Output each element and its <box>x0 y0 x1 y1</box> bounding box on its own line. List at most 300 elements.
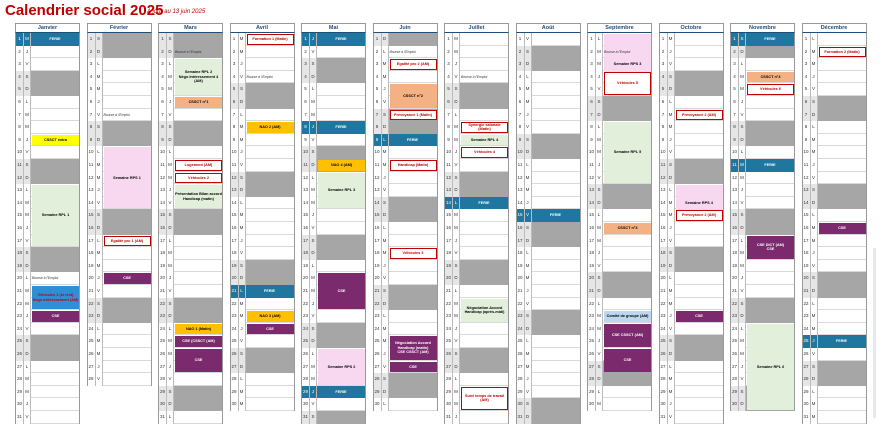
day-row[interactable] <box>373 310 438 323</box>
day-row[interactable] <box>516 172 581 185</box>
day-cell[interactable] <box>246 373 295 386</box>
calendar-event[interactable]: Egalité pro 1 (AM) <box>104 236 151 247</box>
calendar-event[interactable]: Semaine RPS 3 <box>604 34 651 95</box>
day-cell[interactable] <box>675 348 724 361</box>
day-row[interactable] <box>587 285 652 298</box>
day-row[interactable] <box>15 33 80 46</box>
day-row[interactable] <box>659 361 724 374</box>
day-cell[interactable]: FERIE <box>317 33 366 46</box>
day-cell[interactable] <box>460 33 509 46</box>
day-cell[interactable] <box>389 285 438 298</box>
day-row[interactable] <box>444 109 509 122</box>
day-cell[interactable] <box>460 260 509 273</box>
calendar-event[interactable]: CSE <box>247 324 294 335</box>
day-row[interactable] <box>158 411 223 424</box>
day-row[interactable] <box>444 96 509 109</box>
day-row[interactable] <box>301 398 366 411</box>
day-row[interactable] <box>158 285 223 298</box>
day-cell[interactable] <box>389 386 438 399</box>
day-cell[interactable] <box>532 361 581 374</box>
day-cell[interactable]: FERIE <box>818 335 867 348</box>
day-row[interactable] <box>373 121 438 134</box>
day-cell[interactable] <box>103 310 152 323</box>
day-row[interactable] <box>230 260 295 273</box>
day-row[interactable] <box>87 58 152 71</box>
day-cell[interactable] <box>31 172 80 185</box>
day-row[interactable] <box>802 298 867 311</box>
day-cell[interactable] <box>389 209 438 222</box>
day-row[interactable] <box>87 310 152 323</box>
day-cell[interactable] <box>603 285 652 298</box>
day-cell[interactable] <box>675 386 724 399</box>
day-row[interactable] <box>516 411 581 424</box>
calendar-event[interactable]: Présentation Bilan accord Handicap (matin) <box>175 185 222 208</box>
day-row[interactable] <box>301 411 366 424</box>
day-row[interactable] <box>802 272 867 285</box>
day-row[interactable] <box>802 310 867 323</box>
day-cell[interactable] <box>103 96 152 109</box>
day-row[interactable] <box>444 184 509 197</box>
day-cell[interactable] <box>389 310 438 323</box>
day-cell[interactable] <box>317 71 366 84</box>
day-cell[interactable] <box>317 58 366 71</box>
day-row[interactable] <box>659 386 724 399</box>
day-row[interactable] <box>516 235 581 248</box>
day-cell[interactable] <box>389 172 438 185</box>
calendar-event[interactable]: Véhicules 1 (si rent) Négo intéressement (AM) <box>32 286 79 309</box>
day-cell[interactable] <box>460 348 509 361</box>
day-row[interactable] <box>659 247 724 260</box>
day-row[interactable] <box>230 373 295 386</box>
day-row[interactable] <box>659 272 724 285</box>
day-cell[interactable] <box>317 46 366 59</box>
day-row[interactable] <box>87 46 152 59</box>
day-row[interactable] <box>516 386 581 399</box>
day-row[interactable] <box>659 335 724 348</box>
day-row[interactable] <box>158 121 223 134</box>
calendar-event[interactable]: Négociation Accord Handicap (après-midi) <box>461 299 508 322</box>
day-row[interactable] <box>802 348 867 361</box>
day-row[interactable] <box>516 247 581 260</box>
day-cell[interactable] <box>818 33 867 46</box>
calendar-event[interactable]: Egalité pro 2 (AM) <box>390 59 437 70</box>
day-cell[interactable] <box>746 134 795 147</box>
calendar-event[interactable]: Semaine RPL 5 <box>604 122 651 183</box>
day-row[interactable] <box>659 373 724 386</box>
day-row[interactable] <box>587 197 652 210</box>
day-row[interactable] <box>230 172 295 185</box>
day-row[interactable] <box>444 172 509 185</box>
day-cell[interactable] <box>103 121 152 134</box>
day-row[interactable] <box>516 197 581 210</box>
calendar-event[interactable]: Synergie salariale (Matin) <box>461 122 508 133</box>
day-cell[interactable] <box>818 159 867 172</box>
day-cell[interactable] <box>103 285 152 298</box>
day-cell[interactable] <box>460 96 509 109</box>
day-cell[interactable] <box>317 96 366 109</box>
day-row[interactable] <box>802 373 867 386</box>
day-row[interactable] <box>730 197 795 210</box>
day-row[interactable] <box>444 222 509 235</box>
day-cell[interactable] <box>174 298 223 311</box>
day-cell[interactable] <box>460 209 509 222</box>
day-row[interactable] <box>659 411 724 424</box>
day-cell[interactable] <box>31 386 80 399</box>
day-row[interactable] <box>730 310 795 323</box>
day-row[interactable] <box>230 109 295 122</box>
day-cell[interactable] <box>818 121 867 134</box>
day-row[interactable] <box>373 298 438 311</box>
calendar-event[interactable]: NAO 4 (AM) <box>318 160 365 171</box>
day-row[interactable] <box>158 272 223 285</box>
day-cell[interactable] <box>675 323 724 336</box>
calendar-event[interactable]: CSSCT n°3 <box>604 223 651 234</box>
day-row[interactable] <box>87 134 152 147</box>
day-cell[interactable] <box>603 184 652 197</box>
day-row[interactable] <box>301 247 366 260</box>
day-cell[interactable] <box>174 398 223 411</box>
calendar-event[interactable]: CSE <box>318 273 365 309</box>
day-row[interactable] <box>730 209 795 222</box>
day-cell[interactable] <box>246 235 295 248</box>
day-cell[interactable] <box>389 222 438 235</box>
calendar-event[interactable]: Logement (AM) <box>175 160 222 171</box>
day-cell[interactable] <box>174 146 223 159</box>
day-cell[interactable] <box>746 298 795 311</box>
day-row[interactable] <box>87 121 152 134</box>
day-row[interactable] <box>516 134 581 147</box>
day-row[interactable] <box>444 209 509 222</box>
day-row[interactable] <box>15 146 80 159</box>
day-cell[interactable] <box>389 272 438 285</box>
day-row[interactable] <box>15 71 80 84</box>
vertical-scrollbar[interactable] <box>873 248 876 418</box>
day-row[interactable] <box>158 33 223 46</box>
day-row[interactable] <box>587 398 652 411</box>
day-cell[interactable] <box>174 121 223 134</box>
day-cell[interactable] <box>174 33 223 46</box>
day-row[interactable] <box>15 46 80 59</box>
day-cell[interactable] <box>532 235 581 248</box>
day-row[interactable] <box>516 398 581 411</box>
day-cell[interactable] <box>675 83 724 96</box>
day-row[interactable] <box>301 134 366 147</box>
calendar-event[interactable]: Négociation Accord Handicap (matin) CSE CSSCT (AM) <box>390 336 437 359</box>
day-row[interactable] <box>444 260 509 273</box>
day-row[interactable] <box>730 121 795 134</box>
day-row[interactable] <box>444 46 509 59</box>
day-row[interactable] <box>158 146 223 159</box>
day-cell[interactable] <box>31 335 80 348</box>
day-cell[interactable] <box>532 222 581 235</box>
day-cell[interactable] <box>532 323 581 336</box>
day-row[interactable] <box>301 386 366 399</box>
calendar-event[interactable]: Formation 1 (Matin) <box>247 34 294 45</box>
day-row[interactable] <box>659 348 724 361</box>
day-row[interactable] <box>587 235 652 248</box>
day-cell[interactable] <box>460 184 509 197</box>
day-row[interactable] <box>516 310 581 323</box>
day-row[interactable] <box>15 121 80 134</box>
day-row[interactable] <box>230 184 295 197</box>
day-row[interactable] <box>301 58 366 71</box>
day-row[interactable] <box>301 335 366 348</box>
day-cell[interactable] <box>675 335 724 348</box>
day-cell[interactable] <box>746 197 795 210</box>
day-row[interactable] <box>802 386 867 399</box>
day-cell[interactable] <box>532 197 581 210</box>
day-cell[interactable] <box>603 260 652 273</box>
day-row[interactable] <box>230 298 295 311</box>
day-cell[interactable]: FERIE <box>317 121 366 134</box>
day-cell[interactable] <box>818 247 867 260</box>
day-cell[interactable] <box>31 247 80 260</box>
day-cell[interactable] <box>103 373 152 386</box>
day-row[interactable] <box>230 209 295 222</box>
day-row[interactable] <box>301 83 366 96</box>
day-row[interactable] <box>87 260 152 273</box>
day-cell[interactable] <box>246 134 295 147</box>
day-row[interactable] <box>802 121 867 134</box>
day-cell[interactable] <box>460 172 509 185</box>
day-cell[interactable] <box>174 134 223 147</box>
day-row[interactable] <box>587 184 652 197</box>
day-cell[interactable] <box>317 209 366 222</box>
day-row[interactable] <box>373 172 438 185</box>
day-cell[interactable] <box>103 361 152 374</box>
day-cell[interactable] <box>246 146 295 159</box>
day-row[interactable] <box>730 159 795 172</box>
day-cell[interactable] <box>103 134 152 147</box>
day-cell[interactable]: FERIE <box>389 134 438 147</box>
day-row[interactable] <box>730 172 795 185</box>
day-row[interactable] <box>730 58 795 71</box>
day-row[interactable] <box>230 348 295 361</box>
day-row[interactable] <box>301 310 366 323</box>
day-cell[interactable] <box>532 33 581 46</box>
day-cell[interactable] <box>532 121 581 134</box>
day-row[interactable] <box>802 247 867 260</box>
calendar-event[interactable]: CSE <box>104 273 151 284</box>
day-cell[interactable]: FERIE <box>746 159 795 172</box>
day-cell[interactable] <box>532 172 581 185</box>
day-cell[interactable] <box>675 172 724 185</box>
day-cell[interactable] <box>818 386 867 399</box>
day-cell[interactable] <box>389 71 438 84</box>
day-row[interactable] <box>802 335 867 348</box>
calendar-event[interactable]: CSSCT n°4 <box>747 72 794 83</box>
day-cell[interactable] <box>532 71 581 84</box>
day-cell[interactable] <box>31 83 80 96</box>
calendar-event[interactable]: Semaine RPL 2 Négo Intéressement 4 (AM) <box>175 59 222 95</box>
day-row[interactable] <box>516 71 581 84</box>
day-cell[interactable] <box>317 83 366 96</box>
calendar-event[interactable]: NAO 3 (AM) <box>247 311 294 322</box>
day-row[interactable] <box>230 247 295 260</box>
day-row[interactable] <box>516 209 581 222</box>
day-row[interactable] <box>15 159 80 172</box>
day-row[interactable] <box>158 109 223 122</box>
day-row[interactable] <box>373 71 438 84</box>
calendar-event[interactable]: CSE <box>390 362 437 373</box>
day-cell[interactable] <box>818 411 867 424</box>
day-cell[interactable] <box>246 298 295 311</box>
day-cell[interactable] <box>103 247 152 260</box>
day-cell[interactable] <box>31 323 80 336</box>
day-row[interactable] <box>230 159 295 172</box>
day-cell[interactable] <box>675 134 724 147</box>
day-cell[interactable] <box>818 285 867 298</box>
day-cell[interactable] <box>818 197 867 210</box>
day-row[interactable] <box>444 83 509 96</box>
day-row[interactable] <box>373 285 438 298</box>
day-cell[interactable] <box>246 159 295 172</box>
day-cell[interactable] <box>532 272 581 285</box>
day-row[interactable] <box>373 373 438 386</box>
day-row[interactable] <box>444 335 509 348</box>
calendar-event[interactable]: CSSCT extra <box>32 135 79 146</box>
day-cell[interactable] <box>460 411 509 424</box>
day-row[interactable] <box>587 247 652 260</box>
day-cell[interactable] <box>317 260 366 273</box>
day-cell[interactable] <box>532 398 581 411</box>
day-cell[interactable] <box>532 184 581 197</box>
day-row[interactable] <box>158 222 223 235</box>
day-row[interactable] <box>444 285 509 298</box>
day-cell[interactable] <box>460 335 509 348</box>
day-row[interactable] <box>659 33 724 46</box>
day-row[interactable] <box>730 222 795 235</box>
day-cell[interactable] <box>675 411 724 424</box>
day-row[interactable] <box>730 134 795 147</box>
day-row[interactable] <box>373 260 438 273</box>
day-row[interactable] <box>158 247 223 260</box>
calendar-event[interactable]: Handicap (Matin) <box>390 160 437 171</box>
day-row[interactable] <box>373 33 438 46</box>
day-row[interactable] <box>516 46 581 59</box>
day-cell[interactable]: FERIE <box>746 33 795 46</box>
day-cell[interactable] <box>603 209 652 222</box>
day-cell[interactable] <box>532 109 581 122</box>
day-row[interactable] <box>587 386 652 399</box>
calendar-event[interactable]: Formation 2 (Matin) <box>819 47 866 58</box>
day-cell[interactable] <box>818 209 867 222</box>
day-row[interactable] <box>444 272 509 285</box>
day-cell[interactable] <box>389 260 438 273</box>
day-cell[interactable] <box>460 235 509 248</box>
day-cell[interactable] <box>103 348 152 361</box>
day-cell[interactable] <box>460 46 509 59</box>
day-row[interactable] <box>802 159 867 172</box>
day-row[interactable] <box>301 235 366 248</box>
day-cell[interactable] <box>317 310 366 323</box>
day-row[interactable] <box>158 209 223 222</box>
day-cell[interactable] <box>675 96 724 109</box>
day-cell[interactable] <box>174 247 223 260</box>
day-row[interactable] <box>87 96 152 109</box>
day-cell[interactable] <box>317 411 366 424</box>
day-row[interactable] <box>802 285 867 298</box>
day-row[interactable] <box>87 285 152 298</box>
day-cell[interactable] <box>31 373 80 386</box>
calendar-event[interactable]: Semaine RPL 3 <box>318 173 365 209</box>
day-row[interactable] <box>516 298 581 311</box>
day-cell[interactable] <box>246 209 295 222</box>
day-cell[interactable] <box>389 298 438 311</box>
calendar-event[interactable]: Semaine RPL 6 <box>747 324 794 410</box>
calendar-event[interactable]: CSE CSSCT (AM) <box>604 324 651 347</box>
calendar-event[interactable]: CSE <box>676 311 723 322</box>
day-row[interactable] <box>230 235 295 248</box>
day-row[interactable] <box>15 361 80 374</box>
day-cell[interactable] <box>746 285 795 298</box>
day-cell[interactable] <box>675 361 724 374</box>
day-cell[interactable] <box>31 398 80 411</box>
day-row[interactable] <box>15 96 80 109</box>
day-row[interactable] <box>516 83 581 96</box>
day-row[interactable] <box>301 260 366 273</box>
day-row[interactable] <box>730 298 795 311</box>
day-cell[interactable] <box>675 46 724 59</box>
day-row[interactable] <box>659 71 724 84</box>
day-cell[interactable] <box>818 361 867 374</box>
day-row[interactable] <box>230 398 295 411</box>
day-cell[interactable] <box>603 109 652 122</box>
day-cell[interactable] <box>31 71 80 84</box>
day-row[interactable] <box>659 134 724 147</box>
day-row[interactable] <box>802 323 867 336</box>
day-row[interactable] <box>587 298 652 311</box>
day-row[interactable] <box>444 33 509 46</box>
calendar-event[interactable]: CSE (CSSCT (AM) <box>175 336 222 347</box>
day-cell[interactable]: FERIE <box>532 209 581 222</box>
day-cell[interactable] <box>246 260 295 273</box>
calendar-event[interactable]: Véhicules 3 <box>390 248 437 259</box>
calendar-event[interactable]: Véhicules 6 <box>747 84 794 95</box>
day-cell[interactable] <box>675 398 724 411</box>
day-row[interactable] <box>87 373 152 386</box>
day-row[interactable] <box>516 109 581 122</box>
day-row[interactable] <box>444 159 509 172</box>
calendar-event[interactable]: Semaine RPS 2 <box>318 349 365 385</box>
day-cell[interactable] <box>746 260 795 273</box>
day-row[interactable] <box>230 335 295 348</box>
calendar-event[interactable]: CSE <box>819 223 866 234</box>
day-row[interactable] <box>87 335 152 348</box>
calendar-event[interactable]: Semaine RPS 1 <box>104 147 151 208</box>
day-row[interactable] <box>15 58 80 71</box>
day-row[interactable] <box>373 146 438 159</box>
day-row[interactable] <box>373 235 438 248</box>
day-cell[interactable] <box>103 33 152 46</box>
day-cell[interactable] <box>603 298 652 311</box>
day-row[interactable] <box>516 285 581 298</box>
day-row[interactable] <box>15 260 80 273</box>
day-cell[interactable] <box>603 373 652 386</box>
day-cell[interactable] <box>532 386 581 399</box>
day-cell[interactable] <box>603 272 652 285</box>
day-row[interactable] <box>802 184 867 197</box>
day-cell[interactable] <box>460 159 509 172</box>
day-row[interactable] <box>516 33 581 46</box>
day-cell[interactable] <box>746 46 795 59</box>
day-cell[interactable] <box>31 146 80 159</box>
day-cell[interactable] <box>174 373 223 386</box>
day-cell[interactable] <box>389 235 438 248</box>
day-row[interactable] <box>230 146 295 159</box>
calendar-event[interactable]: CSE <box>175 349 222 372</box>
day-cell[interactable] <box>532 260 581 273</box>
